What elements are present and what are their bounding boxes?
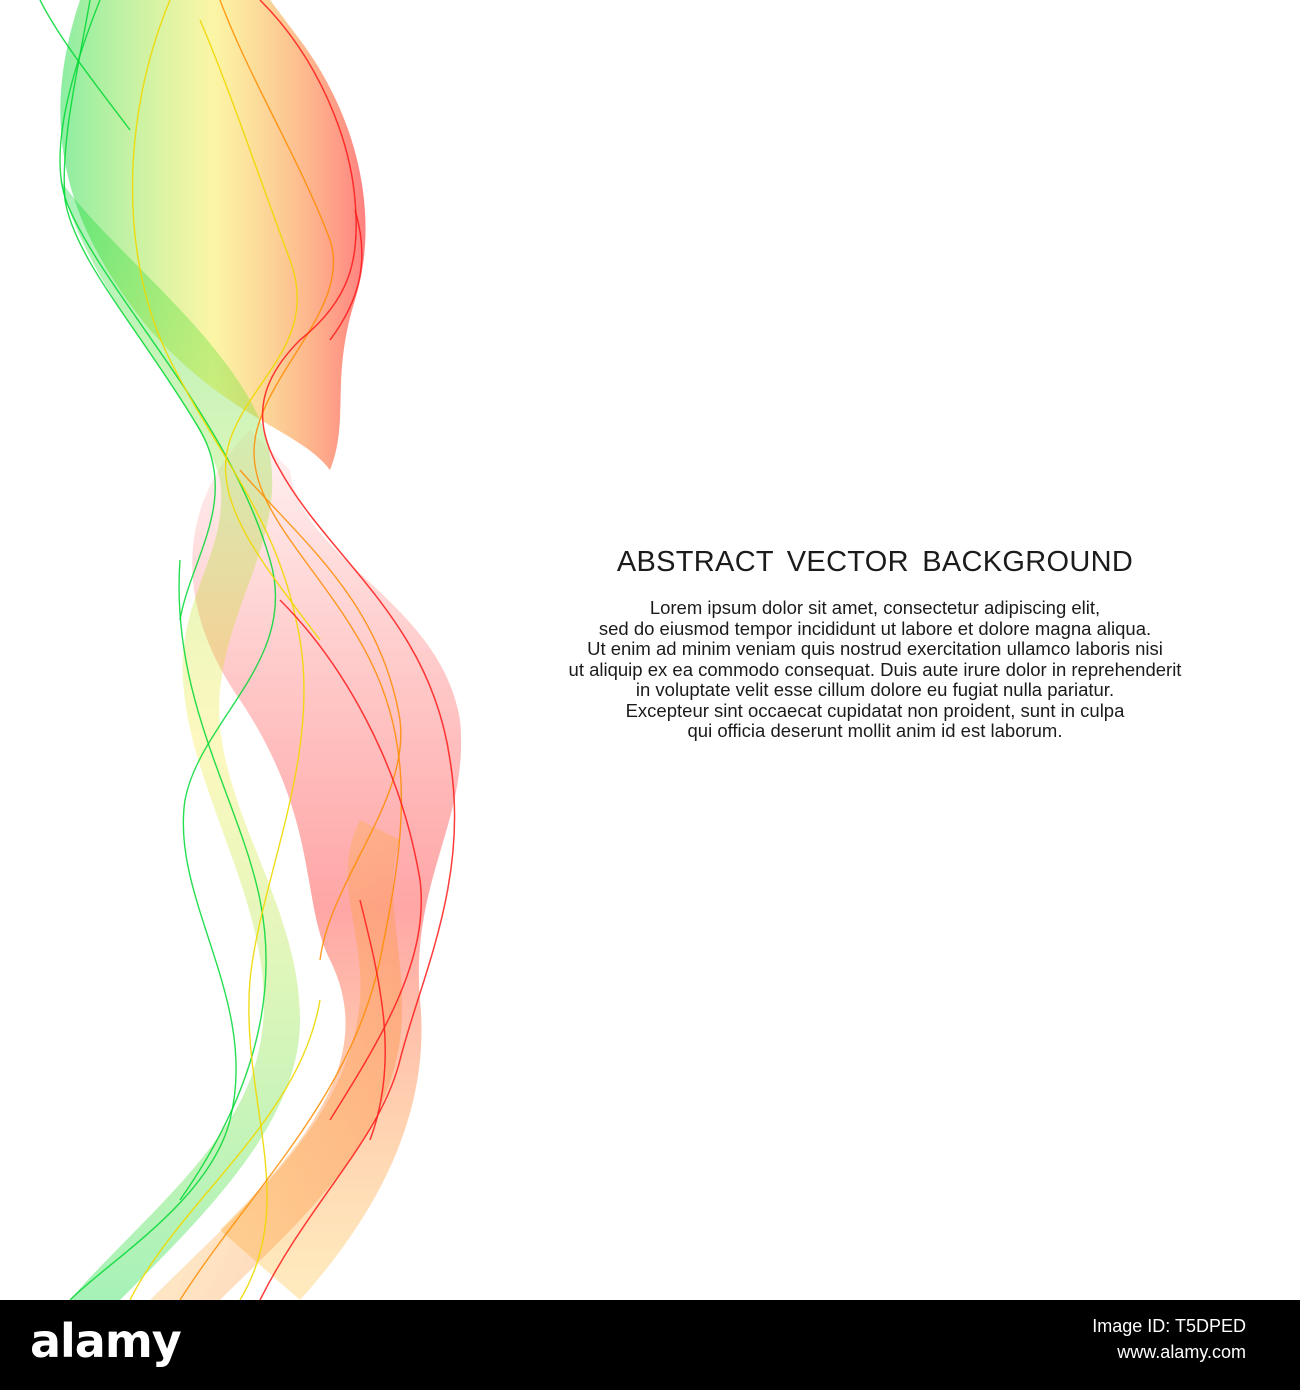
headline: ABSTRACT VECTOR BACKGROUND (616, 546, 1134, 578)
body-line: Lorem ipsum dolor sit amet, consectetur adipiscing elit, (649, 597, 1101, 618)
body-line: Excepteur sint occaecat cupidatat non proident, sunt in culpa (625, 699, 1125, 721)
abstract-wave-graphic (0, 0, 520, 1300)
body-line: sed do eiusmod tempor incididunt ut labore et dolore magna aliqua. (598, 617, 1152, 639)
footer-info (1092, 1314, 1246, 1366)
text-panel (470, 542, 1280, 742)
body-line: qui officia deserunt mollit anim id est laborum. (687, 720, 1063, 741)
site-url-label: www.alamy.com (1117, 1342, 1246, 1362)
alamy-logo: alamy (30, 1314, 181, 1368)
body-line: Ut enim ad minim veniam quis nostrud exercitation ullamco laboris nisi (587, 638, 1163, 659)
body-line: ut aliquip ex ea commodo consequat. Duis aute irure dolor in reprehenderit (568, 658, 1182, 680)
watermark-footer (0, 1300, 1300, 1390)
body-paragraph (470, 598, 1280, 742)
image-id-label: Image ID: T5DPED (1092, 1316, 1246, 1336)
body-line: in voluptate velit esse cillum dolore eu fugiat nulla pariatur. (635, 679, 1115, 700)
